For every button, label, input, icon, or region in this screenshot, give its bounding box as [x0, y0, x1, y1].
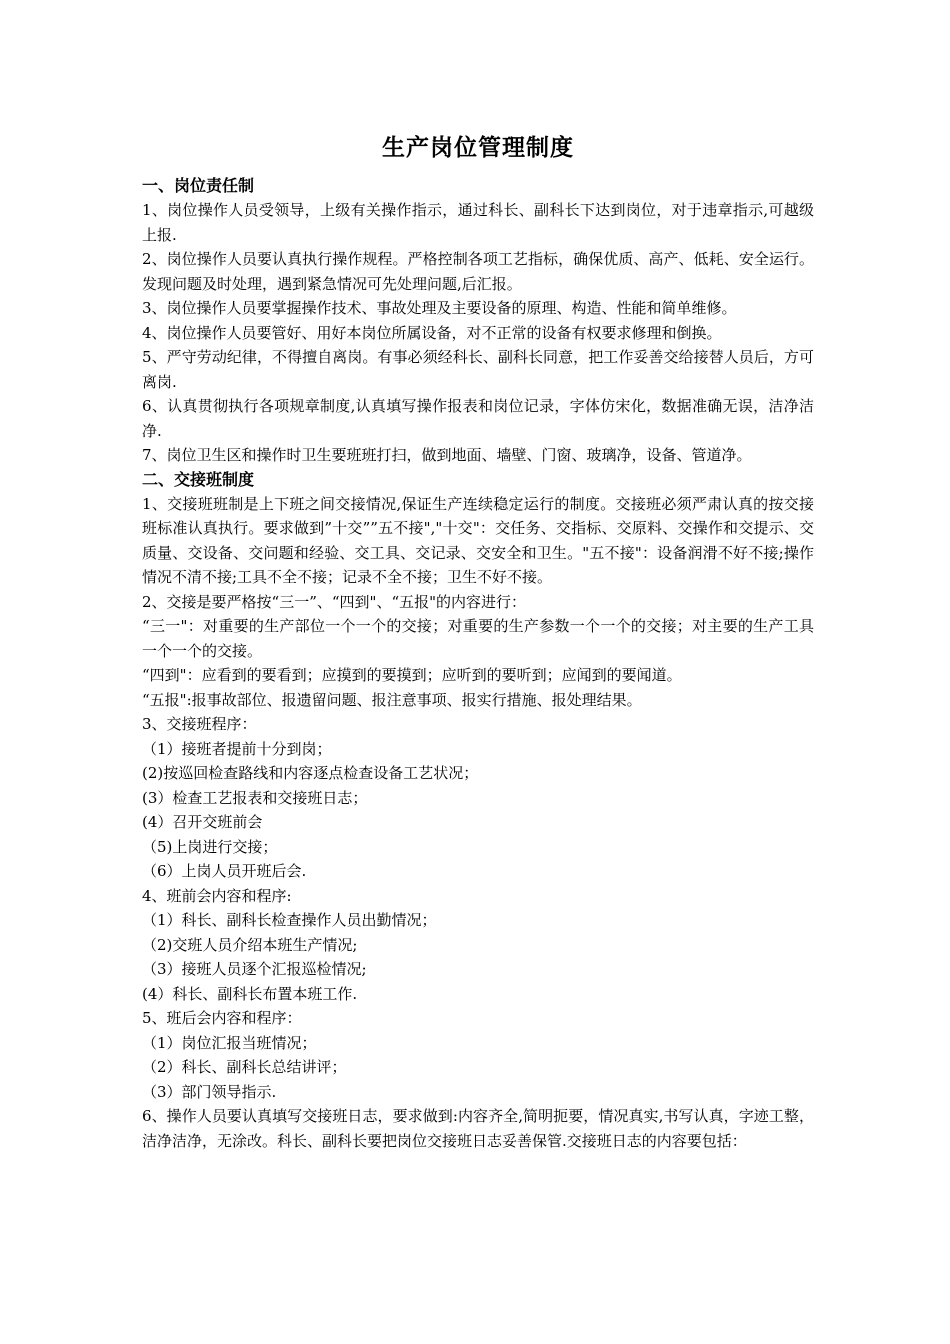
paragraph: 2、交接是要严格按“三一”、“四到"、“五报"的内容进行： — [142, 592, 527, 611]
paragraph: 1、交接班班制是上下班之间交接情况,保证生产连续稳定运行的制度。交接班必须严肃认真的按交接班标准认真执行。要求做到”十交””五不接","十交"：交任务、交指标、交原料、交操作和交提示、交质量、交设备、交问题和经验、交工具、交记录、交安全和卫生。"五不接"：设备润滑不好不接;操作情况不清不接;工具不全不接；记录不全不接；卫生不好不接。 — [142, 494, 814, 586]
list-item: (4）召开交班前会 — [142, 813, 263, 831]
section-heading: 一、岗位责任制 — [142, 176, 255, 195]
list-item: （3）接班人员逐个汇报巡检情况; — [142, 960, 367, 978]
paragraph: 2、岗位操作人员要认真执行操作规程。严格控制各项工艺指标，确保优质、高产、低耗、安全运行。发现问题及时处理，遇到紧急情况可先处理问题,后汇报。 — [142, 250, 814, 293]
list-item: （1）岗位汇报当班情况； — [142, 1033, 317, 1052]
list-item: (3）检查工艺报表和交接班日志； — [142, 788, 368, 807]
list-item: （3）部门领导指示. — [142, 1082, 277, 1101]
list-item: (4）科长、副科长布置本班工作. — [142, 984, 358, 1003]
paragraph: 3、岗位操作人员要掌握操作技术、事故处理及主要设备的原理、构造、性能和简单维修。 — [142, 299, 737, 317]
paragraph: 6、操作人员要认真填写交接班日志，要求做到:内容齐全,简明扼要，情况真实,书写认真，字迹工整，洁净洁净，无涂改。科长、副科长要把岗位交接班日志妥善保管.交接班日志的内容要包括： — [142, 1107, 814, 1150]
list-item: （1）科长、副科长检查操作人员出勤情况； — [142, 911, 437, 929]
list-item: （2)交班人员介绍本班生产情况; — [142, 935, 358, 954]
paragraph: 5、班后会内容和程序： — [142, 1009, 302, 1027]
section-shift-handover — [142, 468, 814, 1154]
paragraph: 1、岗位操作人员受领导，上级有关操作指示，通过科长、副科长下达到岗位，对于违章指示,可越级上报. — [142, 201, 814, 244]
list-item: （6）上岗人员开班后会. — [142, 862, 307, 880]
paragraph: 4、班前会内容和程序: — [142, 886, 292, 905]
paragraph: 7、岗位卫生区和操作时卫生要班班打扫，做到地面、墙壁、门窗、玻璃净，设备、管道净。 — [142, 446, 752, 464]
paragraph: 5、严守劳动纪律，不得擅自离岗。有事必须经科长、副科长同意，把工作妥善交给接替人员后，方可离岗. — [142, 348, 814, 391]
list-item: （5)上岗进行交接； — [142, 837, 278, 856]
document-body — [142, 132, 814, 1153]
section-heading: 二、交接班制度 — [142, 469, 255, 489]
paragraph: “四到"：应看到的要看到；应摸到的要摸到；应听到的要听到；应闻到的要闻道。 — [142, 666, 682, 684]
paragraph: 4、岗位操作人员要管好、用好本岗位所属设备，对不正常的设备有权要求修理和倒换。 — [142, 323, 722, 342]
section-responsibility — [142, 174, 814, 468]
paragraph: 6、认真贯彻执行各项规章制度,认真填写操作报表和岗位记录，字体仿宋化，数据准确无误，洁净洁净. — [142, 397, 814, 440]
list-item: (2)按巡回检查路线和内容逐点检查设备工艺状况； — [142, 764, 479, 782]
document-title: 生产岗位管理制度 — [382, 135, 574, 161]
paragraph: 3、交接班程序： — [142, 715, 257, 733]
paragraph: “三一"：对重要的生产部位一个一个的交接；对重要的生产参数一个一个的交接；对主要的生产工具一个一个的交接。 — [142, 617, 814, 660]
paragraph: “五报":报事故部位、报遗留问题、报注意事项、报实行措施、报处理结果。 — [142, 690, 642, 709]
list-item: （1）接班者提前十分到岗； — [142, 739, 332, 758]
list-item: （2）科长、副科长总结讲评； — [142, 1058, 347, 1076]
